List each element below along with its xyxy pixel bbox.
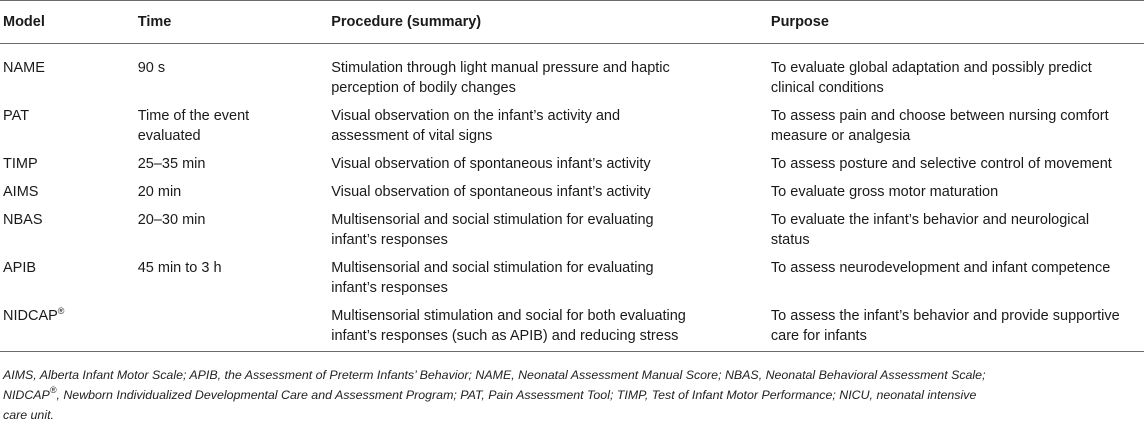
cell-purpose [771, 150, 1144, 178]
table-row [0, 102, 1144, 150]
cell-model [0, 302, 138, 352]
cell-procedure-line: Multisensorial and social stimulation for evaluating [331, 212, 654, 228]
cell-purpose [771, 102, 1144, 150]
cell-procedure-line: Stimulation through light manual pressure and haptic [331, 60, 670, 76]
cell-purpose-line: care for infants [770, 328, 867, 344]
cell-time [138, 206, 332, 254]
cell-model [0, 150, 138, 178]
cell-purpose [771, 254, 1144, 302]
registered-mark: ® [49, 385, 57, 395]
cell-procedure-line: Multisensorial stimulation and social for both evaluating [331, 308, 686, 324]
footnote-line: AIMS, Alberta Infant Motor Scale; APIB, the Assessment of Preterm Infants’ Behavior; NAME, Neonatal Assessment Manual Score; NBAS, Neonatal Behavioral Assessment Scale; [3, 368, 986, 382]
cell-time [138, 302, 332, 352]
cell-purpose-line: To assess posture and selective control of movement [770, 156, 1112, 172]
cell-model [0, 254, 138, 302]
table-footnote [3, 365, 1141, 425]
table-row [0, 302, 1144, 352]
cell-procedure-line: assessment of vital signs [331, 128, 493, 144]
cell-time [138, 44, 332, 103]
header-row [0, 1, 1144, 44]
header-procedure: Procedure (summary) [331, 1, 771, 44]
cell-procedure [331, 178, 771, 206]
footnote-text: , Newborn Individualized Developmental Care and Assessment Program; PAT, Pain Assessment Tool; TIMP, Test of Infant Motor Performance; NICU, neonatal intensive [56, 388, 977, 402]
cell-procedure-line: perception of bodily changes [331, 80, 516, 96]
cell-time-line: 20–30 min [137, 212, 206, 228]
cell-procedure-line: Visual observation of spontaneous infant’s activity [331, 156, 651, 172]
cell-purpose-line: To assess the infant’s behavior and provide supportive [770, 308, 1120, 324]
cell-time [138, 150, 332, 178]
cell-time [138, 254, 332, 302]
cell-procedure-line: infant’s responses [331, 280, 448, 296]
cell-purpose-line: To evaluate global adaptation and possibly predict [770, 60, 1092, 76]
cell-time [138, 178, 332, 206]
cell-purpose [771, 302, 1144, 352]
cell-purpose [771, 206, 1144, 254]
cell-purpose-line: measure or analgesia [770, 128, 911, 144]
cell-model [0, 178, 138, 206]
cell-procedure [331, 150, 771, 178]
cell-purpose-line: To evaluate gross motor maturation [770, 184, 999, 200]
cell-time-line: 25–35 min [137, 156, 206, 172]
cell-purpose-line: status [770, 232, 810, 248]
registered-mark: ® [57, 306, 65, 316]
cell-purpose-line: To assess neurodevelopment and infant competence [770, 260, 1111, 276]
cell-time [138, 102, 332, 150]
cell-procedure [331, 44, 771, 103]
table-row [0, 178, 1144, 206]
footnote-line [3, 385, 1141, 405]
header-model: Model [0, 1, 138, 44]
footnote-abbrev: NIDCAP [3, 388, 50, 402]
table-row [0, 150, 1144, 178]
cell-time-line [138, 306, 332, 326]
model-name: NBAS [3, 212, 43, 228]
cell-procedure-line: Multisensorial and social stimulation for evaluating [331, 260, 654, 276]
cell-time-line: 90 s [137, 60, 166, 76]
cell-purpose-line: To evaluate the infant’s behavior and neurological [770, 212, 1090, 228]
cell-model [0, 102, 138, 150]
cell-procedure [331, 254, 771, 302]
header-purpose: Purpose [771, 1, 1144, 44]
cell-procedure [331, 302, 771, 352]
table-row [0, 44, 1144, 103]
cell-model [0, 206, 138, 254]
cell-time-line: 45 min to 3 h [137, 260, 222, 276]
cell-procedure [331, 102, 771, 150]
cell-procedure-line: Visual observation on the infant’s activity and [331, 108, 621, 124]
cell-procedure-line: infant’s responses (such as APIB) and reducing stress [331, 328, 679, 344]
cell-time-line: 20 min [137, 184, 182, 200]
model-name: PAT [3, 108, 30, 124]
model-name: NIDCAP [3, 308, 58, 324]
model-name: APIB [3, 260, 37, 276]
model-name: TIMP [3, 156, 38, 172]
cell-procedure-line: infant’s responses [331, 232, 448, 248]
cell-time-line: evaluated [137, 128, 201, 144]
model-name: NAME [3, 60, 45, 76]
cell-purpose [771, 178, 1144, 206]
cell-purpose-line: To assess pain and choose between nursing comfort [770, 108, 1109, 124]
header-time: Time [138, 1, 332, 44]
cell-purpose [771, 44, 1144, 103]
cell-procedure-line: Visual observation of spontaneous infant’s activity [331, 184, 651, 200]
table-row [0, 206, 1144, 254]
cell-time-line: Time of the event [137, 108, 250, 124]
model-name: AIMS [3, 184, 39, 200]
table-body [0, 44, 1144, 352]
cell-purpose-line: clinical conditions [770, 80, 884, 96]
cell-procedure [331, 206, 771, 254]
cell-model [0, 44, 138, 103]
footnote-line: care unit. [3, 408, 54, 422]
table-row [0, 254, 1144, 302]
